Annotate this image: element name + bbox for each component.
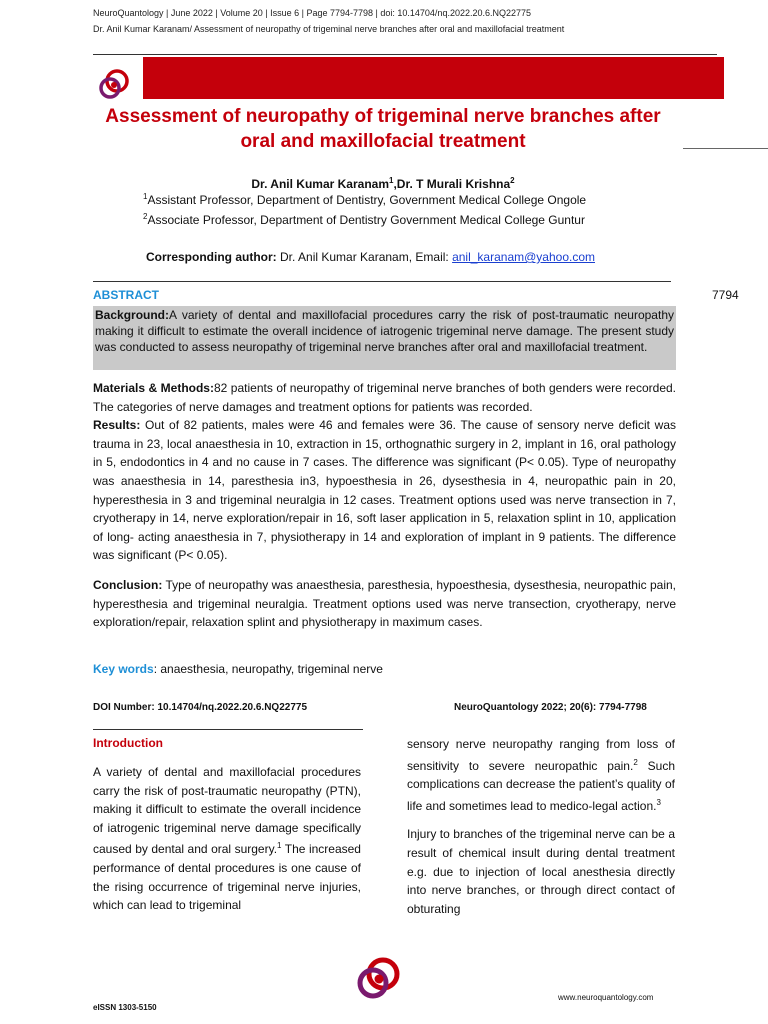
article-title: Assessment of neuropathy of trigeminal nerve branches after oral and maxillofacial treatment [105, 106, 661, 152]
introduction-heading: Introduction [93, 736, 163, 750]
introduction-divider [93, 729, 363, 730]
doi-number: DOI Number: 10.14704/nq.2022.20.6.NQ22775 [93, 702, 308, 713]
footer-logo-icon [354, 952, 406, 1004]
journal-logo-icon [97, 66, 133, 102]
abstract-background: Background:A variety of dental and maxillofacial procedures carry the risk of post-traumatic neuropathy making it difficult to estimate the overall incidence of iatrogenic trigeminal nerve damage. The present study was conducted to assess neuropathy of trigeminal nerve branches after oral and maxillofacial treatment. [93, 306, 676, 370]
header-red-band [143, 57, 724, 99]
journal-citation: NeuroQuantology | June 2022 | Volume 20 | Issue 6 | Page 7794-7798 | doi: 10.14704/nq.2022.20.6.NQ22775 [93, 8, 532, 18]
header-divider [93, 54, 717, 55]
journal-reference: NeuroQuantology 2022; 20(6): 7794-7798 [454, 702, 647, 713]
title-side-rule [683, 148, 768, 149]
eissn: eISSN 1303-5150 [93, 1003, 157, 1012]
website-url[interactable]: www.neuroquantology.com [558, 993, 654, 1002]
abstract-divider [93, 281, 671, 282]
abstract-conclusion: Conclusion: Type of neuropathy was anaesthesia, paresthesia, hypoesthesia, dysesthesia, neuropathic pain, hyperesthesia and trigeminal neuralgia. Treatment options used was nerve transection, cryotherapy, nerve exploration/repair, relaxation splint and physiotherapy in maximum cases. [93, 578, 676, 630]
keywords: Key words: anaesthesia, neuropathy, trigeminal nerve [93, 662, 383, 676]
corresponding-author: Corresponding author: Dr. Anil Kumar Karanam, Email: anil_karanam@yahoo.com [146, 250, 595, 264]
introduction-left-column: A variety of dental and maxillofacial procedures carry the risk of post-traumatic neuropathy (PTN), making it difficult to estimate the overall incidence of iatrogenic trigeminal nerve damage specifically caused by dental and oral surgery.$^1$ The increased performance of dental procedures is one cause of the rising occurrence of trigeminal nerve injuries, which can lead to trigeminal [93, 765, 361, 913]
affiliation-2: $^2$Associate Professor, Department of Dentistry Government Medical College Guntur [143, 212, 585, 227]
affiliation-1: $^1$Assistant Professor, Department of Dentistry, Government Medical College Ongole [143, 192, 587, 207]
running-title: Dr. Anil Kumar Karanam/ Assessment of neuropathy of trigeminal nerve branches after oral and maxillofacial treatment [93, 24, 565, 34]
introduction-right-column [407, 735, 675, 928]
email-link[interactable]: anil_karanam@yahoo.com [452, 250, 595, 264]
abstract-methods-results: Materials & Methods:82 patients of neuropathy of trigeminal nerve branches of both genders were recorded. The categories of nerve damages and treatment options for patients was recorded. Results: Out of 82 patients, males were 46 and females were 36. The cause of sensory nerve deficit was trauma in 23, local anaesthesia in 10, extraction in 15, orthognathic surgery in 2, implant in 16, oral pathology in 5, endodontics in 4 and no cause in 7 cases. The difference was significant (P< 0.05). Type of neuropathy was anaesthesia in 14, paresthesia in3, hypoesthesia in 26, dysesthesia in 4, neuropathic pain in 20, hyperesthesia in 3 and trigeminal neuralgia in 12 cases. Treatment options used was nerve transection in 7, cryotherapy in 14, nerve exploration/repair in 16, soft laser application in 5, relaxation splint in 10, application of long- acting anaesthesia in 7, physiotherapy in 14 and exploration of implant in 9 patients. The difference was significant (P< 0.05). [93, 381, 676, 563]
author-line: Dr. Anil Kumar Karanam$^1$,Dr. T Murali Krishna$^2$ [251, 176, 515, 191]
intro-paragraph-3: Injury to branches of the trigeminal nerve can be a result of chemical insult during dental treatment e.g. due to injection of local anesthesia directly into nerve branches, or through direct contact of obturating [407, 827, 675, 916]
intro-paragraph-2: sensory nerve neuropathy ranging from loss of sensitivity to severe neuropathic pain.$^2$ Such complications can decrease the patient’s quality of life and sometimes lead to medico-legal action.$^3$ [407, 737, 676, 813]
abstract-heading: ABSTRACT [93, 288, 159, 302]
page-number: 7794 [712, 288, 739, 302]
